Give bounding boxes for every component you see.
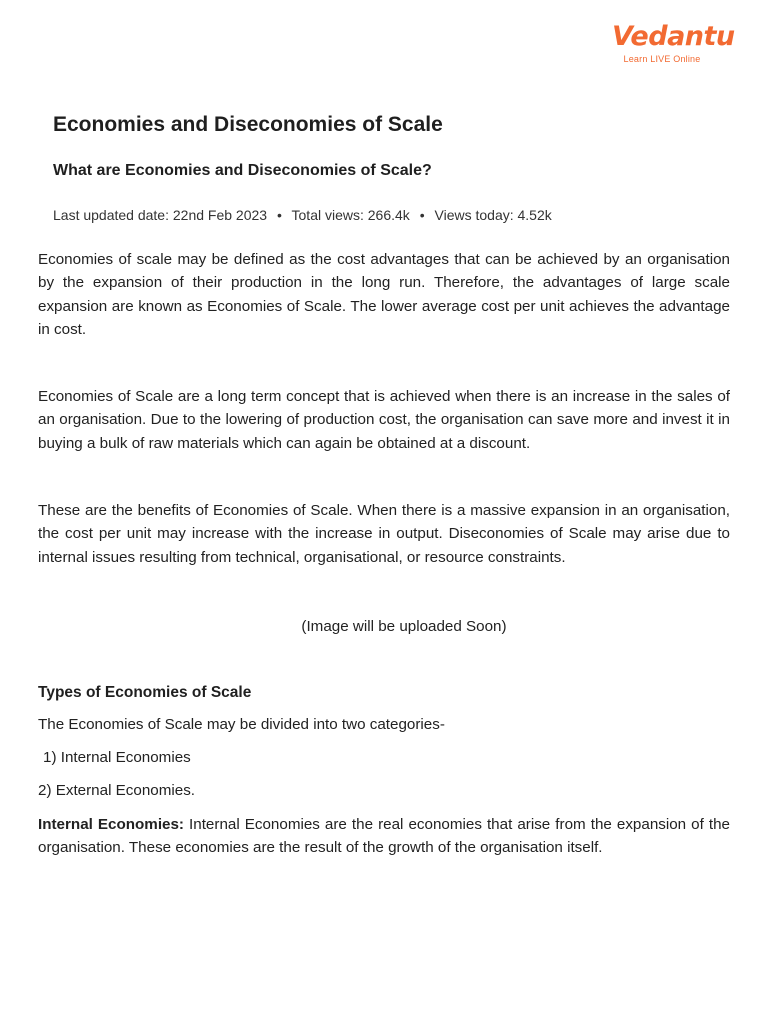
- list-item-internal: 1) Internal Economies: [43, 748, 191, 766]
- image-placeholder: (Image will be uploaded Soon): [301, 617, 507, 635]
- paragraph-definition: Economies of scale may be defined as the cost advantages that can be achieved by an organisation by the expansion of their production in the long run. Therefore, the advantages of large scale expansion are known as Economies of Scale. The lower average cost per unit achieves the advantage in cost.: [38, 251, 730, 338]
- paragraph-long-term: Economies of Scale are a long term concept that is achieved when there is an increase in the sales of an organisation. Due to the lowering of production cost, the organisation can save more and invest it in buying a bulk of raw materials which can again be obtained at a discount.: [38, 388, 730, 452]
- meta-separator: •: [419, 207, 425, 223]
- list-item-external: 2) External Economies.: [38, 781, 196, 799]
- total-views: Total views: 266.4k: [291, 207, 410, 223]
- last-updated-date: Last updated date: 22nd Feb 2023: [53, 207, 268, 223]
- meta-separator: •: [276, 207, 282, 223]
- views-today: Views today: 4.52k: [434, 207, 552, 223]
- internal-economies-text: Internal Economies are the real economies that arise from the expansion of the organisation. These economies are the result of the growth of the organisation itself.: [38, 815, 730, 857]
- paragraph-benefits: These are the benefits of Economies of Scale. When there is a massive expansion in an organisation, the cost per unit may increase with the increase in output. Diseconomies of Scale may arise due to internal issues resulting from technical, organisational, or resource constraints.: [38, 502, 730, 566]
- logo-wordmark: Vedantu: [612, 21, 735, 52]
- internal-economies-label: Internal Economies:: [38, 815, 184, 833]
- types-intro: The Economies of Scale may be divided into two categories-: [38, 715, 445, 733]
- paragraph-internal-economies: [38, 813, 730, 860]
- article-header: [53, 112, 733, 224]
- types-heading: Types of Economies of Scale: [38, 683, 252, 701]
- page-subtitle: What are Economies and Diseconomies of Scale?: [53, 162, 432, 179]
- page-title: Economies and Diseconomies of Scale: [53, 113, 443, 136]
- article-body: [38, 248, 730, 860]
- vedantu-logo[interactable]: [612, 21, 735, 64]
- article-meta: [53, 206, 733, 224]
- logo-tagline: Learn LIVE Online: [623, 54, 701, 64]
